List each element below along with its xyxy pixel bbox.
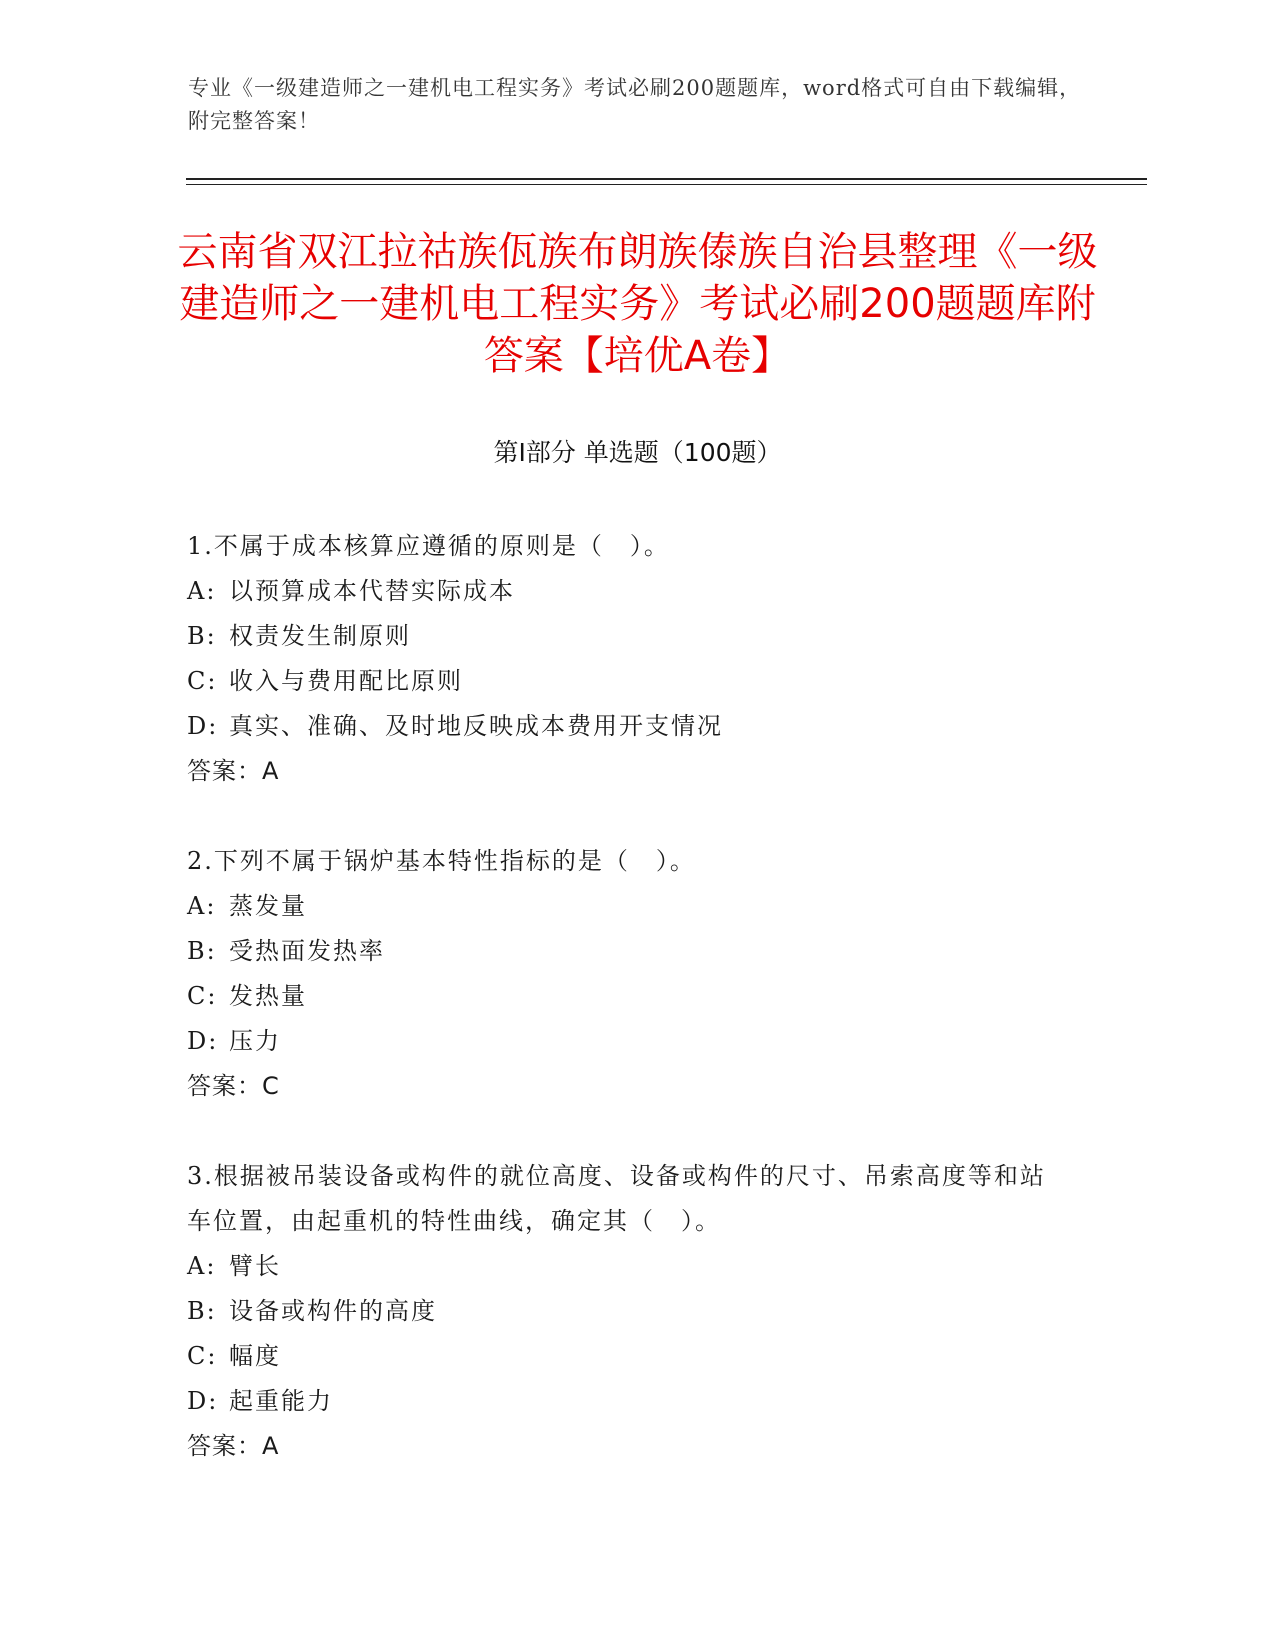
answer-line [187,1064,1087,1109]
question-stem: 2.下列不属于锅炉基本特性指标的是（ ）。 [187,847,696,875]
answer-label: 答案： [187,757,262,785]
option-text: 权责发生制原则 [229,622,411,650]
option-text: 蒸发量 [229,892,307,920]
question-list [187,524,1087,1514]
option-key: C: [187,1342,218,1370]
option-d [187,704,1087,749]
question-stem: 3.根据被吊装设备或构件的就位高度、设备或构件的尺寸、吊索高度等和站车位置，由起重机的特性曲线，确定其（ ）。 [187,1162,1046,1235]
option-key: B: [187,622,217,650]
option-c [187,974,1087,1019]
option-a [187,1244,1087,1289]
option-b [187,614,1087,659]
question-stem: 1.不属于成本核算应遵循的原则是（ ）。 [187,532,670,560]
question-3 [187,1154,1087,1469]
answer-value: C [262,1072,280,1100]
option-d [187,1379,1087,1424]
option-text: 压力 [229,1027,281,1055]
question-1 [187,524,1087,794]
header-divider-thick [186,178,1147,180]
option-text: 发热量 [229,982,307,1010]
option-key: C: [187,982,218,1010]
option-text: 真实、准确、及时地反映成本费用开支情况 [229,712,723,740]
answer-value: A [262,757,280,785]
option-c [187,1334,1087,1379]
option-key: A: [187,892,217,920]
answer-line [187,749,1087,794]
option-text: 幅度 [229,1342,281,1370]
answer-label: 答案： [187,1432,262,1460]
option-key: B: [187,937,217,965]
option-b [187,1289,1087,1334]
header-note: 专业《一级建造师之一建机电工程实务》考试必刷200题题库，word格式可自由下载编辑，附完整答案！ [188,76,1082,133]
option-c [187,659,1087,704]
option-text: 起重能力 [229,1387,333,1415]
option-key: A: [187,1252,217,1280]
header-divider-thin [186,184,1147,185]
option-key: A: [187,577,217,605]
answer-value: A [262,1432,280,1460]
answer-line [187,1424,1087,1469]
option-key: B: [187,1297,217,1325]
option-key: D: [187,1387,219,1415]
option-text: 以预算成本代替实际成本 [229,577,515,605]
option-key: D: [187,1027,219,1055]
option-a [187,569,1087,614]
option-key: C: [187,667,218,695]
option-text: 收入与费用配比原则 [229,667,463,695]
section-title: 第Ⅰ部分 单选题（100题） [493,438,782,467]
option-text: 设备或构件的高度 [229,1297,437,1325]
option-text: 受热面发热率 [229,937,385,965]
question-2 [187,839,1087,1109]
option-b [187,929,1087,974]
option-text: 臂长 [229,1252,281,1280]
option-key: D: [187,712,219,740]
option-d [187,1019,1087,1064]
document-title: 云南省双江拉祜族佤族布朗族傣族自治县整理《一级建造师之一建机电工程实务》考试必刷200题题库附答案【培优A卷】 [177,229,1098,379]
answer-label: 答案： [187,1072,262,1100]
option-a [187,884,1087,929]
